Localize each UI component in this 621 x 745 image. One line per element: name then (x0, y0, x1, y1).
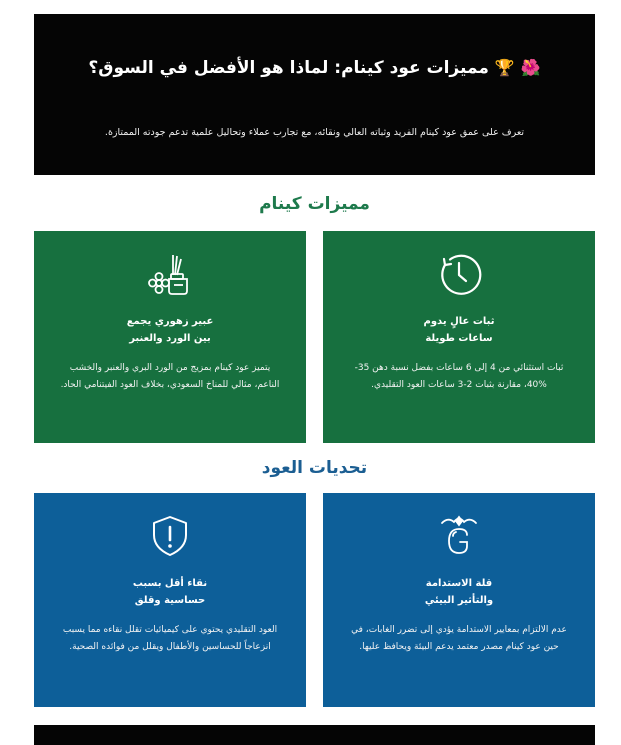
features-section-title: مميزات كينام (259, 194, 370, 214)
hero-title: مميزات عود كينام: لماذا هو الأفضل في السوق؟ (88, 58, 489, 78)
feature-card-floral (34, 231, 306, 443)
card-title: عبير زهوري يجمع بين الورد والعنبر (126, 316, 214, 344)
footer-bar (34, 725, 595, 745)
hero-banner (34, 14, 595, 175)
feature-card-stability (323, 231, 595, 443)
card-description: العود التقليدي يحتوي على كيميائيات تقلل نقاءه مما يسبب انزعاجاً للحساسين والأطفال ويقلل من فوائده الصحية. (62, 625, 278, 652)
card-description: ثبات استثنائي من 4 إلى 6 ساعات بفضل نسبة دهن 35- 40%، مقارنة بثبات 2-3 ساعات العود التقليدي. (354, 363, 564, 390)
clock-icon (323, 251, 595, 297)
card-title: قلة الاستدامة والتأثير البيئي (424, 578, 494, 606)
card-description: يتميز عود كينام بمزيج من الورد البري والعنبر والخشب الناعم، مثالي للمناخ السعودي، بخلاف العود الفيتنامي الحاد. (60, 363, 280, 390)
hero-title-row (34, 58, 595, 78)
flower-diffuser-icon (34, 251, 306, 297)
challenges-section-title: تحديات العود (261, 458, 368, 478)
trophy-icon: 🏆 (494, 58, 515, 77)
challenge-card-purity (34, 493, 306, 707)
card-description: عدم الالتزام بمعايير الاستدامة يؤدي إلى تضرر الغابات، في حين عود كينام مصدر معتمد يدعم البيئة ويحافظ عليها. (351, 625, 567, 652)
challenge-card-sustainability (323, 493, 595, 707)
ornate-g-icon (323, 513, 595, 559)
hibiscus-icon: 🌺 (520, 58, 541, 77)
card-title: ثبات عالٍ يدوم ساعات طويلة (423, 316, 495, 344)
warning-shield-icon (34, 513, 306, 559)
card-title: نقاء أقل بسبب حساسية وقلق (132, 578, 208, 606)
hero-description: تعرف على عمق عود كينام الفريد وثباته العالي ونقائه، مع تجارب عملاء وتحاليل علمية تدعم جودته الممتازة. (104, 127, 525, 138)
